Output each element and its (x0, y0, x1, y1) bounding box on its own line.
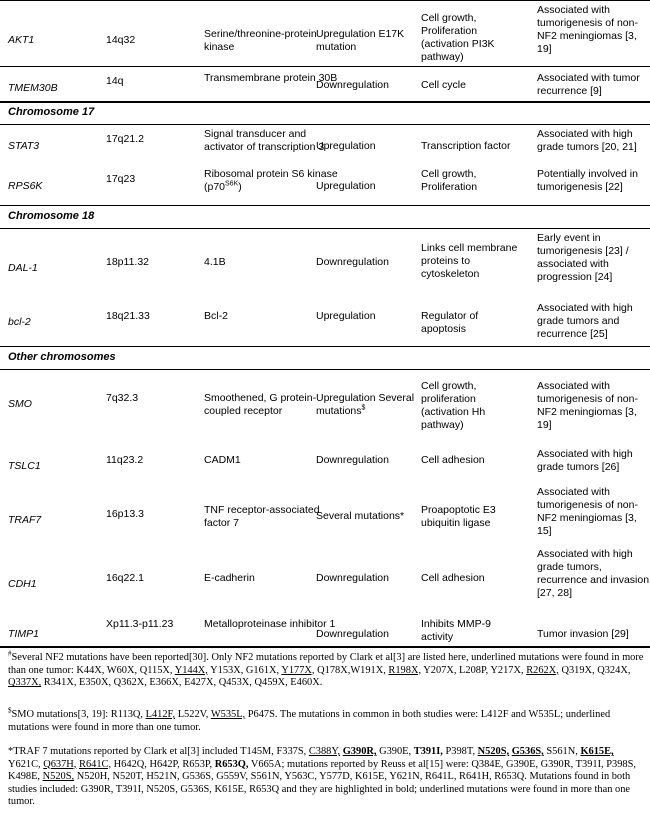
section-heading: Chromosome 18 (8, 210, 95, 222)
row-divider (0, 0, 650, 1)
role: Associated with tumorigenesis of non-NF2 meningiomas [3, 19] (537, 4, 638, 55)
role: Early event in tumorigenesis [23] / associated with progression [24] (537, 232, 629, 283)
protein-name: 4.1B (204, 256, 226, 268)
role: Associated with high grade tumors [20, 21] (537, 128, 637, 153)
function: Cell adhesion (421, 572, 485, 584)
alteration: Downregulation (316, 256, 389, 268)
alteration: Downregulation (316, 79, 389, 91)
alteration: Several mutations* (316, 510, 405, 522)
gene-name: TMEM30B (8, 82, 58, 94)
gene-name: TSLC1 (8, 460, 41, 472)
alteration: Downregulation (316, 572, 389, 584)
function: Proapoptotic E3 ubiquitin ligase (421, 504, 496, 529)
protein-name: Metalloproteinase inhibitor 1 (204, 618, 336, 630)
chromosome-locus: 7q32.3 (106, 392, 139, 404)
gene-name: TIMP1 (8, 628, 39, 640)
alteration: Upregulation E17K mutation (316, 28, 405, 53)
protein-name: Transmembrane protein 30B (204, 72, 338, 84)
protein-name: Signal transducer and activator of transcription 3 (204, 128, 325, 153)
gene-name: bcl-2 (8, 316, 31, 328)
role: Associated with high grade tumors and recurrence [25] (537, 302, 633, 340)
chromosome-locus: 17q21.2 (106, 133, 144, 145)
function: Cell cycle (421, 79, 466, 91)
section-divider (0, 101, 650, 103)
function: Cell growth, Proliferation (activation PI3K pathway) (421, 12, 495, 63)
alteration: Upregulation (316, 140, 376, 152)
chromosome-locus: 14q (106, 75, 124, 87)
footnote-smo: $SMO mutations[3, 19]: R113Q, L412F, L522V, W535L, P647S. The mutations in common in both studies were: L412F and W535L; underlined mutations were found in more than one tumor. (8, 706, 611, 733)
gene-name: AKT1 (8, 34, 35, 46)
section-heading: Chromosome 17 (8, 106, 95, 118)
chromosome-locus: 16p13.3 (106, 508, 144, 520)
role: Associated with tumor recurrence [9] (537, 72, 640, 97)
role: Associated with tumorigenesis of non-NF2 meningiomas [3, 15] (537, 486, 638, 537)
alteration: Upregulation Several mutations$ (316, 392, 415, 417)
gene-name: DAL-1 (8, 262, 38, 274)
role: Associated with high grade tumors, recurrence and invasion [27, 28] (537, 548, 650, 599)
chromosome-locus: Xp11.3-p11.23 (106, 618, 174, 630)
section-divider (0, 205, 650, 206)
gene-name: TRAF7 (8, 514, 42, 526)
role: Associated with tumorigenesis of non-NF2 meningiomas [3, 19] (537, 380, 638, 431)
protein-name: Smoothened, G protein-coupled receptor (204, 392, 317, 417)
alteration: Upregulation (316, 180, 376, 192)
protein-name: TNF receptor-associated factor 7 (204, 504, 320, 529)
section-divider (0, 369, 650, 370)
function: Links cell membrane proteins to cytoskeleton (421, 242, 518, 280)
role: Potentially involved in tumorigenesis [22] (537, 168, 638, 193)
function: Cell growth, proliferation (activation Hh pathway) (421, 380, 486, 431)
chromosome-locus: 18q21.33 (106, 310, 150, 322)
gene-name: STAT3 (8, 140, 40, 152)
protein-name: Bcl-2 (204, 310, 228, 322)
function: Regulator of apoptosis (421, 310, 479, 335)
chromosome-locus: 18p11.32 (106, 256, 150, 268)
role: Tumor invasion [29] (537, 628, 629, 640)
gene-name: CDH1 (8, 578, 37, 590)
function: Inhibits MMP-9 activity (421, 618, 492, 643)
function: Transcription factor (421, 140, 511, 152)
table-bottom-rule (0, 646, 650, 648)
section-divider (0, 124, 650, 125)
gene-name: SMO (8, 398, 32, 410)
function: Cell adhesion (421, 454, 485, 466)
gene-name: RPS6K (8, 180, 43, 192)
chromosome-locus: 11q23.2 (106, 454, 144, 466)
footnote-traf7: *TRAF 7 mutations reported by Clark et al[3] included T145M, F337S, C388Y, G390R, G390E, T391I, P398T, N520S, G536S, S561N, K615E, Y621C, Q637H, R641C, H642Q, H642P, R653P, R653Q, V665A; mutations reported by Reuss et al[15] were: Q384E, G390E, G390R, T391I, P398S, K498E, N520S, N520H, N520T, H521N, G536S, G559V, S561N, Y563C, Y577D, K615E, Y621N, R641L, R641H, R653Q. Mutations found in both studies included: G390R, T391I, N520S, G536S, K615E, R653Q and they are highlighted in bold; underlined mutations were found in more than one tumor. (8, 746, 636, 808)
section-divider (0, 228, 650, 229)
alteration: Downregulation (316, 628, 389, 640)
alteration: Upregulation (316, 310, 376, 322)
section-heading: Other chromosomes (8, 351, 116, 363)
section-divider (0, 346, 650, 347)
footnote-nf2: #Several NF2 mutations have been reported[30]. Only NF2 mutations reported by Clark et al[3] are listed here, underlined mutations were found in more than one tumor: K44X, W60X, Q115X, Y144X, Y153X, G161X, Y177X, Q178X,W191X, R198X, Y207X, L208P, Y217X, R262X, Q319X, Q324X, Q337X, R341X, E350X, Q362X, E366X, E427X, Q453X, Q459X, E460X. (8, 649, 644, 689)
chromosome-locus: 14q32 (106, 34, 136, 46)
function: Cell growth, Proliferation (421, 168, 478, 193)
protein-name: E-cadherin (204, 572, 255, 584)
role: Associated with high grade tumors [26] (537, 448, 633, 473)
protein-name: Serine/threonine-protein kinase (204, 28, 317, 53)
protein-name: CADM1 (204, 454, 241, 466)
row-divider (0, 66, 650, 67)
chromosome-locus: 16q22.1 (106, 572, 144, 584)
alteration: Downregulation (316, 454, 389, 466)
chromosome-locus: 17q23 (106, 173, 136, 185)
protein-name: Ribosomal protein S6 kinase $(p70^{S6K})$ (204, 168, 338, 193)
